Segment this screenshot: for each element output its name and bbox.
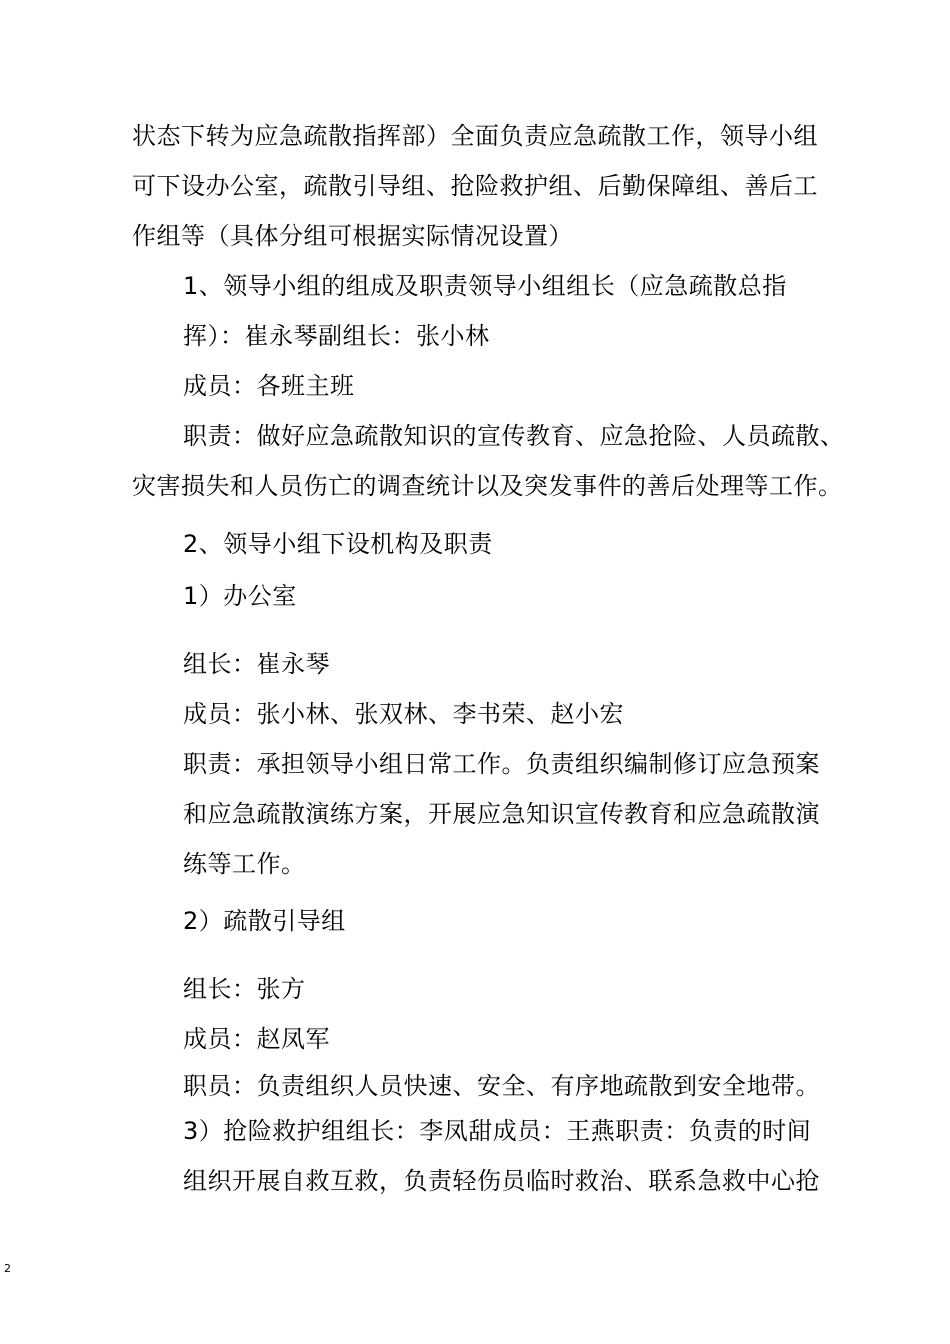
- text-line-20: 3）抢险救护组组长：李凤甜成员：王燕职责：负责的时间: [183, 1117, 812, 1145]
- text-line-16: 2）疏散引导组: [183, 907, 346, 935]
- text-line-4: 1、领导小组的组成及职责领导小组组长（应急疏散总指: [183, 272, 787, 300]
- text-line-5: 挥）：崔永琴副组长：张小林: [183, 322, 490, 350]
- text-line-3: 作组等（具体分组可根据实际情况设置）: [132, 222, 573, 250]
- text-line-11: 组长：崔永琴: [183, 650, 330, 678]
- text-line-12: 成员：张小林、张双林、李书荣、赵小宏: [183, 700, 624, 728]
- text-line-17: 组长：张方: [183, 975, 306, 1003]
- text-line-14: 和应急疏散演练方案，开展应急知识宣传教育和应急疏散演: [183, 800, 820, 828]
- text-line-19: 职员：负责组织人员快速、安全、有序地疏散到安全地带。: [183, 1072, 820, 1100]
- text-line-18: 成员：赵凤军: [183, 1025, 330, 1053]
- text-line-8: 灾害损失和人员伤亡的调查统计以及突发事件的善后处理等工作。: [132, 472, 843, 500]
- text-line-9: 2、领导小组下设机构及职责: [183, 530, 493, 558]
- text-line-2: 可下设办公室，疏散引导组、抢险救护组、后勤保障组、善后工: [132, 172, 818, 200]
- text-line-21: 组织开展自救互救，负责轻伤员临时救治、联系急救中心抢: [183, 1167, 820, 1195]
- text-line-10: 1）办公室: [183, 582, 297, 610]
- page-number: 2: [4, 1262, 11, 1275]
- text-line-7: 职责：做好应急疏散知识的宣传教育、应急抢险、人员疏散、: [183, 422, 845, 450]
- text-line-1: 状态下转为应急疏散指挥部）全面负责应急疏散工作，领导小组: [132, 122, 818, 150]
- text-line-6: 成员：各班主班: [183, 372, 355, 400]
- text-line-15: 练等工作。: [183, 850, 306, 878]
- text-line-13: 职责：承担领导小组日常工作。负责组织编制修订应急预案: [183, 750, 820, 778]
